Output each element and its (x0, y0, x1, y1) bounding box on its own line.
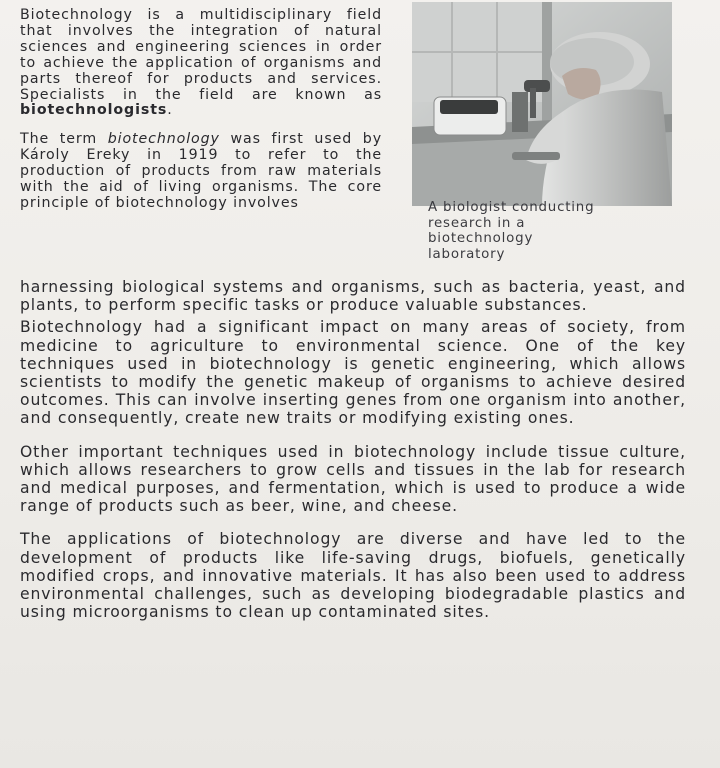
caption-line: biotechnology (428, 231, 534, 247)
continuation-paragraph: harnessing biological systems and organisms, such as bacteria, yeast, and plants, to perform specific tasks or produce valuable substances. (20, 278, 686, 315)
biologist-photo-illustration (412, 2, 672, 206)
history-after: was first used by Károly Ereky in 1919 to refer to the production of products from raw materials with the aid of living organisms. The core principle of biotechnology involves (20, 131, 383, 211)
definition-end: . (167, 102, 173, 119)
biotechnology-term: biotechnology (107, 131, 220, 148)
applications-paragraph: The applications of biotechnology are diverse and have led to the development of products like life-saving drugs, biofuels, genetically modified crops, and innovative materials. It has also been used to address environmental challenges, such as developing biodegradable plastics and using microorganisms to clean up contaminated sites. (20, 530, 686, 622)
techniques-paragraph: Other important techniques used in biotechnology include tissue culture, which allows researchers to grow cells and tissues in the lab for research and medical purposes, and fermentation, which is used to produce a wide range of products such as beer, wine, and cheese. (20, 442, 686, 516)
intro-column (20, 8, 382, 212)
history-before: The term (20, 131, 108, 148)
lab-photo (412, 2, 672, 206)
main-text (20, 278, 686, 636)
caption-line: laboratory (428, 246, 506, 262)
definition-paragraph (20, 8, 382, 119)
caption-line: A biologist conducting (428, 200, 595, 215)
impact-paragraph: Biotechnology had a significant impact on many areas of society, from medicine to agriculture to environmental science. One of the key techniques used in biotechnology is genetic engineering, which allows scientists to modify the genetic makeup of organisms to achieve desired outcomes. This can involve inserting genes from one organism into another, and consequently, create new traits or modifying existing ones. (20, 318, 686, 428)
caption-line: research in a (428, 215, 526, 231)
history-paragraph (20, 132, 382, 212)
biotechnologists-term: biotechnologists (20, 102, 168, 119)
definition-text: Biotechnology is a multidisciplinary field that involves the integration of natural sciences and engineering sciences in order to achieve the application of organisms and parts thereof for products and services. Specialists in the field are known as (20, 7, 382, 103)
photo-caption (428, 200, 678, 262)
